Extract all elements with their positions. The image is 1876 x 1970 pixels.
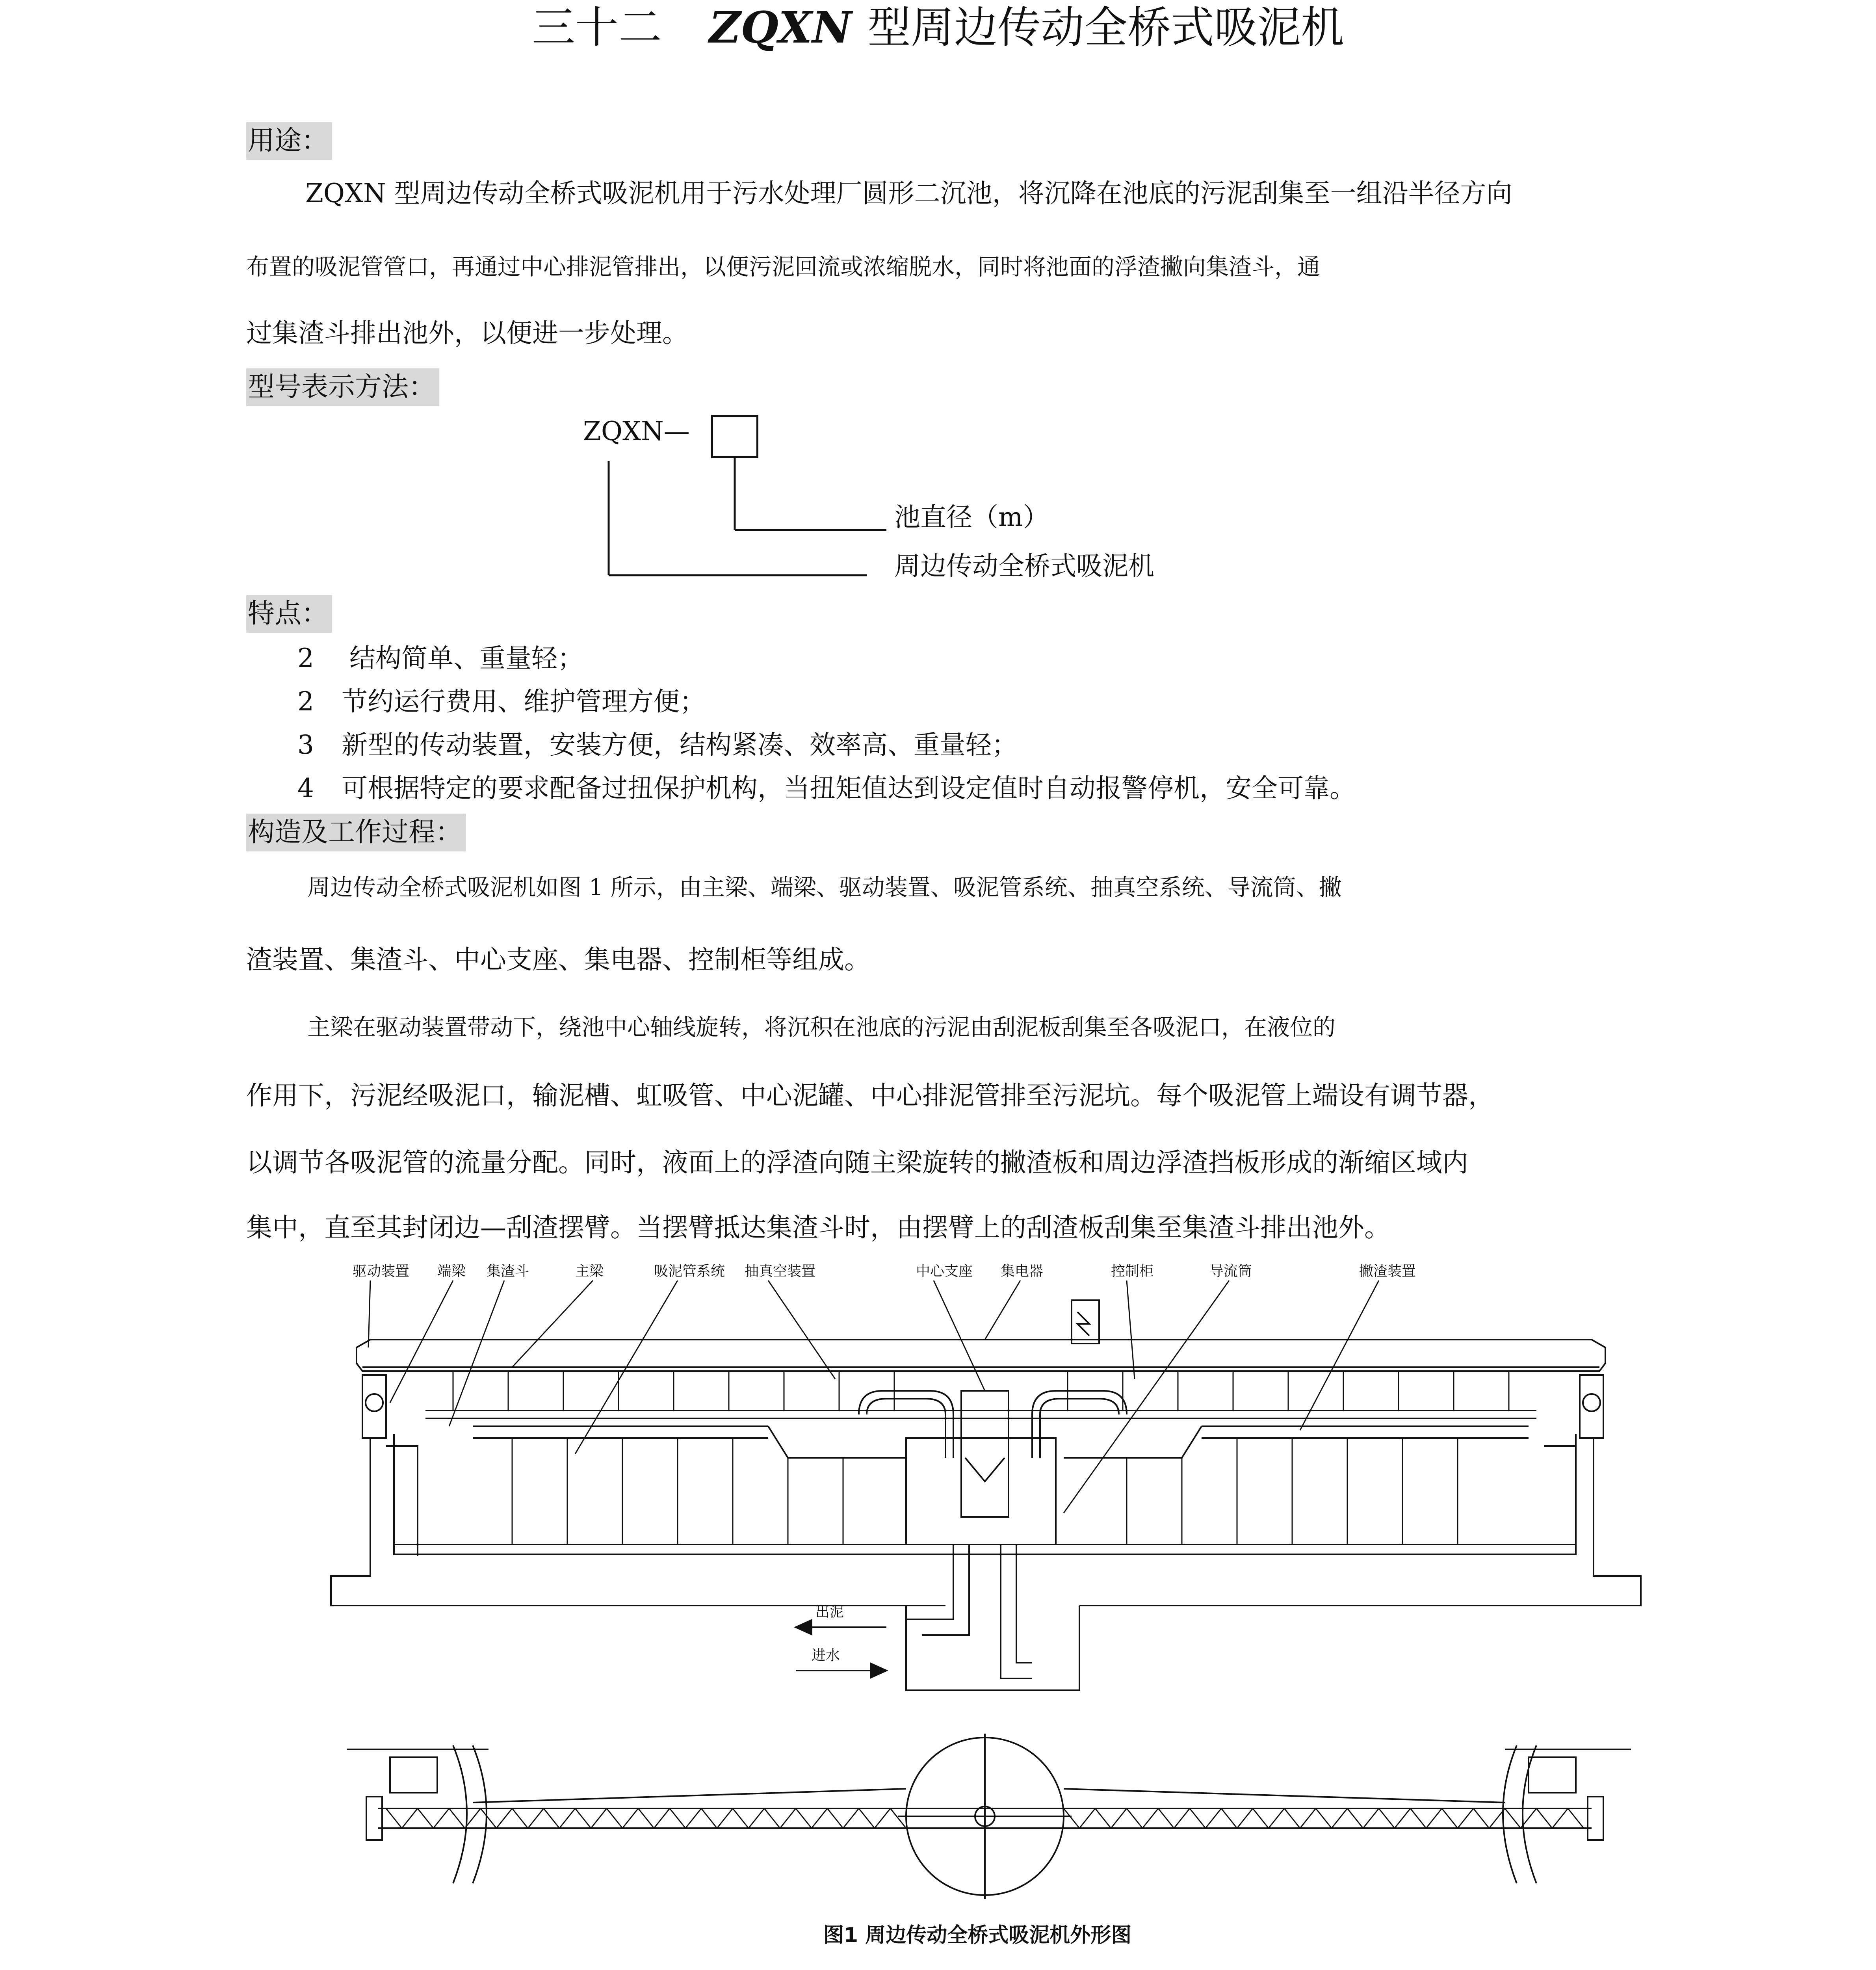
fig-label-end-beam: 端梁 xyxy=(437,1263,466,1279)
feature-num-4: 4 xyxy=(297,773,314,803)
center-tank xyxy=(906,1438,1056,1544)
construction-label: 构造及工作过程： xyxy=(246,814,466,851)
title-code: ZQXN xyxy=(709,2,852,53)
construction-p2-line-4: 集中，直至其封闭边—刮渣摆臂。当摆臂抵达集渣斗时，由摆臂上的刮渣板刮集至集渣斗排出池外。 xyxy=(246,1212,1390,1243)
fig-label-control-cabinet: 控制柜 xyxy=(1111,1263,1154,1279)
model-label: 型号表示方法： xyxy=(246,368,439,406)
fig-label-drive: 驱动装置 xyxy=(353,1263,410,1279)
fig-label-scum-box: 集渣斗 xyxy=(487,1263,529,1279)
fig-label-vacuum: 抽真空装置 xyxy=(745,1263,816,1279)
feature-num-3: 3 xyxy=(297,730,314,760)
model-prefix: ZQXN— xyxy=(583,416,690,446)
tank-section xyxy=(331,1391,1641,1690)
fig-label-guide-tube: 导流筒 xyxy=(1209,1263,1252,1279)
feature-text-2: 节约运行费用、维护管理方便； xyxy=(342,686,706,717)
outlet-label: 出泥 xyxy=(815,1604,844,1620)
usage-line-2: 布置的吸泥管管口，再通过中心排泥管排出，以便污泥回流或浓缩脱水，同时将池面的浮渣撇向集渣斗，通 xyxy=(246,253,1321,280)
fig-label-main-beam: 主梁 xyxy=(575,1263,604,1279)
leader-lines xyxy=(368,1280,1379,1513)
construction-p2-line-2: 作用下，污泥经吸泥口，输泥槽、虹吸管、中心泥罐、中心排泥管排至污泥坑。每个吸泥管上端设有调节器， xyxy=(246,1080,1494,1111)
features-label: 特点： xyxy=(246,595,332,633)
title-name: 型周边传动全桥式吸泥机 xyxy=(867,2,1344,53)
feature-num-1: 2 xyxy=(297,643,314,673)
feature-num-2: 2 xyxy=(297,686,314,717)
inlet-arrow xyxy=(796,1663,886,1678)
figure-caption: 图1 周边传动全桥式吸泥机外形图 xyxy=(823,1924,1132,1947)
outlet-arrow xyxy=(796,1620,886,1634)
usage-line-3: 过集渣斗排出池外，以便进一步处理。 xyxy=(246,318,688,348)
construction-p2-line-3: 以调节各吸泥管的流量分配。同时，液面上的浮渣向随主梁旋转的撇渣板和周边浮渣挡板形成的渐缩区域内 xyxy=(246,1147,1468,1178)
usage-line-1: ZQXN 型周边传动全桥式吸泥机用于污水处理厂圆形二沉池，将沉降在池底的污泥刮集至一组沿半径方向 xyxy=(305,178,1512,208)
fig-label-center-support: 中心支座 xyxy=(916,1263,973,1279)
model-item-machine: 周边传动全桥式吸泥机 xyxy=(894,551,1154,581)
title-prefix: 三十二 xyxy=(531,2,662,53)
inlet-label: 进水 xyxy=(812,1647,840,1663)
construction-p2-line-1: 主梁在驱动装置带动下，绕池中心轴线旋转，将沉积在池底的污泥由刮泥板刮集至各吸泥口，在液位的 xyxy=(307,1014,1336,1041)
control-cabinet-symbol xyxy=(1072,1300,1099,1344)
usage-label: 用途： xyxy=(246,122,332,160)
fig-label-collector: 集电器 xyxy=(1001,1263,1044,1279)
bridge-elevation xyxy=(357,1340,1605,1418)
construction-p1-line-1: 周边传动全桥式吸泥机如图 1 所示，由主梁、端梁、驱动装置、吸泥管系统、抽真空系统、导流筒、撇 xyxy=(307,874,1342,901)
feature-text-4: 可根据特定的要求配备过扭保护机构，当扭矩值达到设定值时自动报警停机，安全可靠。 xyxy=(342,773,1356,803)
fig-label-skimmer: 撇渣装置 xyxy=(1359,1263,1416,1279)
plan-view xyxy=(347,1734,1631,1899)
fig-label-suction-system: 吸泥管系统 xyxy=(654,1263,725,1279)
feature-text-3: 新型的传动装置，安装方便，结构紧凑、效率高、重量轻； xyxy=(342,730,1018,760)
construction-p1-line-2: 渣装置、集渣斗、中心支座、集电器、控制柜等组成。 xyxy=(246,944,870,975)
model-item-diameter: 池直径（m） xyxy=(894,502,1049,532)
feature-text-1: 结构简单、重量轻； xyxy=(349,643,583,673)
